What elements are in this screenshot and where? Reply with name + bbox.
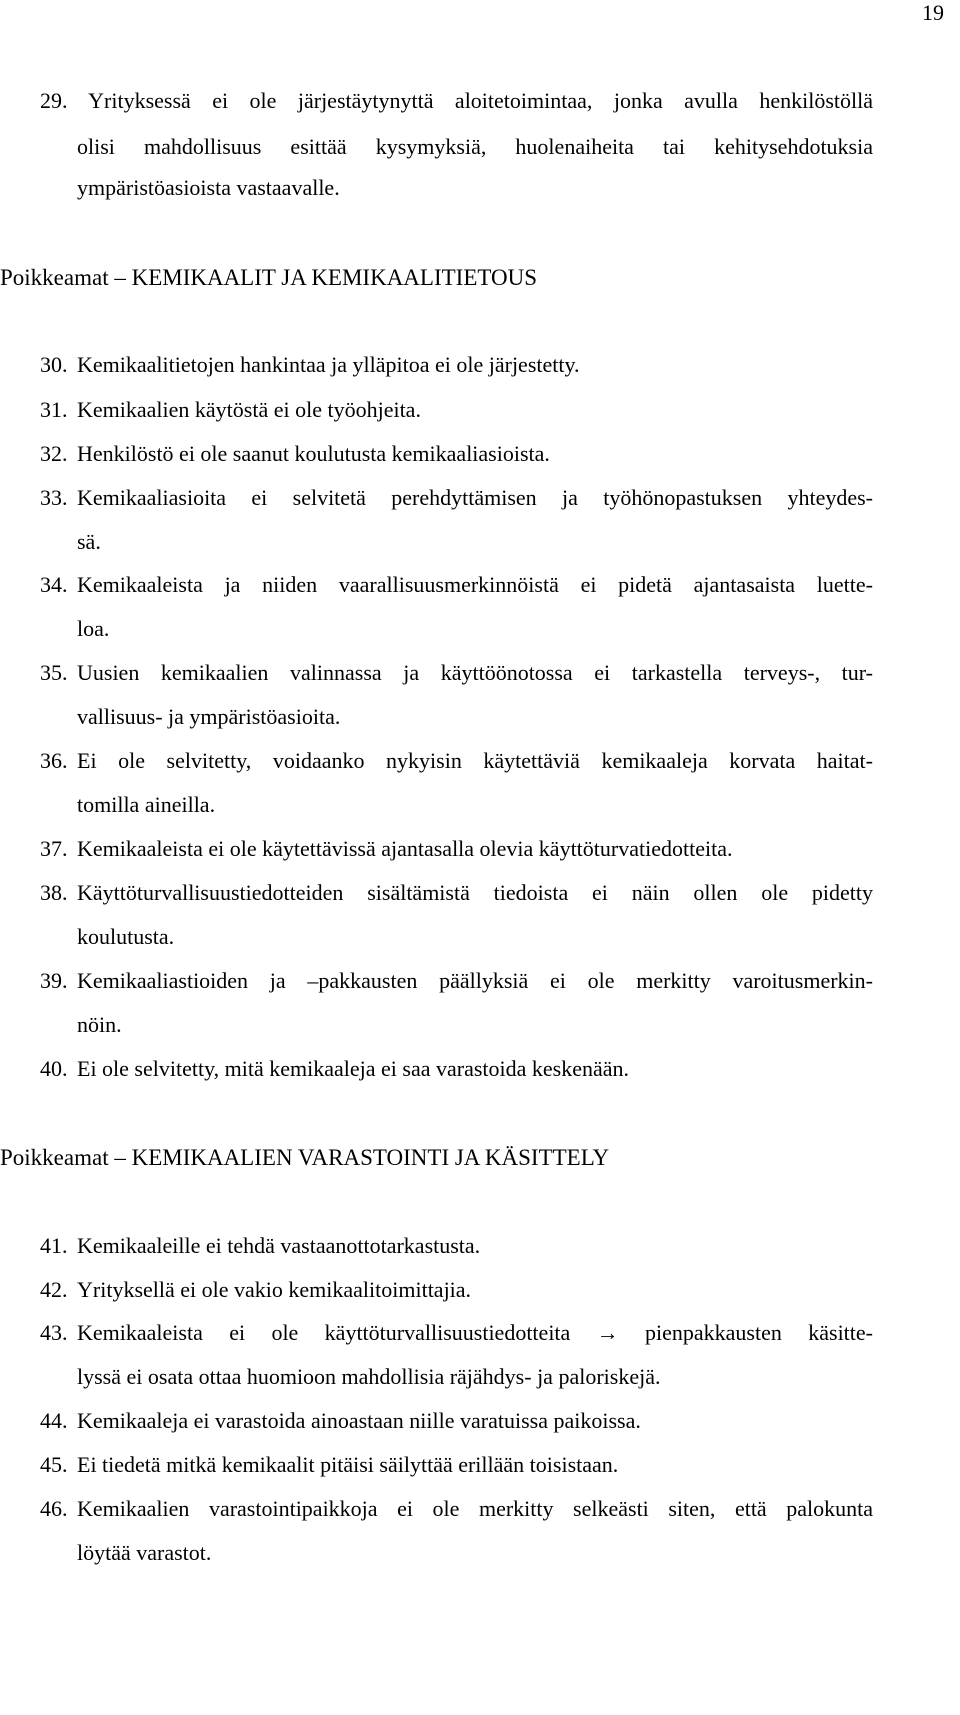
item-number: 34. [40, 572, 68, 597]
item-text: koulutusta. [77, 924, 175, 949]
item-number: 30. [40, 352, 68, 377]
item-29-line-1: 29. Yrityksessä ei ole järjestäytynyttä aloitetoimintaa, jonka avulla henkilöstöllä [40, 88, 873, 113]
item-text: Kemikaalien varastointipaikkoja ei ole merkitty selkeästi siten, että palokunta [77, 1496, 873, 1521]
item-number: 31. [40, 397, 68, 422]
item-text: Kemikaalitietojen hankintaa ja ylläpitoa ei ole järjestetty. [77, 352, 580, 377]
item-number: 37. [40, 836, 68, 861]
item-number: 39. [40, 968, 68, 993]
item-text: Ei ole selvitetty, voidaanko nykyisin käytettäviä kemikaaleja korvata haitat- [77, 748, 873, 773]
page-number: 19 [922, 0, 944, 25]
item-text: nöin. [77, 1012, 122, 1037]
item-number: 35. [40, 660, 68, 685]
item-text: Uusien kemikaalien valinnassa ja käyttöönotossa ei tarkastella terveys-, tur- [77, 660, 873, 685]
item-text: Kemikaaleista ei ole käyttöturvallisuustiedotteita → pienpakkausten käsitte- [77, 1320, 873, 1345]
item-number: 36. [40, 748, 68, 773]
item-number: 43. [40, 1320, 68, 1345]
item-29-line-3: ympäristöasioista vastaavalle. [77, 175, 340, 200]
item-text: Käyttöturvallisuustiedotteiden sisältämistä tiedoista ei näin ollen ole pidetty [77, 880, 873, 905]
section-heading-chemicals: Poikkeamat – KEMIKAALIT JA KEMIKAALITIETOUS [0, 265, 538, 290]
item-number: 46. [40, 1496, 68, 1521]
item-text: Ei tiedetä mitkä kemikaalit pitäisi säilyttää erillään toisistaan. [77, 1452, 619, 1477]
item-text: Kemikaaliasioita ei selvitetä perehdyttämisen ja työhönopastuksen yhteydes- [77, 485, 873, 510]
item-text: vallisuus- ja ympäristöasioita. [77, 704, 341, 729]
item-number: 38. [40, 880, 68, 905]
item-number: 41. [40, 1233, 68, 1258]
item-number: 42. [40, 1277, 68, 1302]
item-text: Kemikaaliastioiden ja –pakkausten päällyksiä ei ole merkitty varoitusmerkin- [77, 968, 873, 993]
item-text: lyssä ei osata ottaa huomioon mahdollisia räjähdys- ja paloriskejä. [77, 1364, 661, 1389]
item-number: 40. [40, 1056, 68, 1081]
item-text: Kemikaalien käytöstä ei ole työohjeita. [77, 397, 421, 422]
item-text: Henkilöstö ei ole saanut koulutusta kemikaaliasioista. [77, 441, 550, 466]
item-number: 32. [40, 441, 68, 466]
item-text: Kemikaaleista ja niiden vaarallisuusmerkinnöistä ei pidetä ajantasaista luette- [77, 572, 873, 597]
item-text: Yrityksellä ei ole vakio kemikaalitoimittajia. [77, 1277, 472, 1302]
item-number: 33. [40, 485, 68, 510]
item-text: Kemikaaleille ei tehdä vastaanottotarkastusta. [77, 1233, 481, 1258]
item-text: löytää varastot. [77, 1540, 212, 1565]
item-number: 45. [40, 1452, 68, 1477]
item-text: Kemikaaleja ei varastoida ainoastaan niille varatuissa paikoissa. [77, 1408, 641, 1433]
item-text: Kemikaaleista ei ole käytettävissä ajantasalla olevia käyttöturvatiedotteita. [77, 836, 733, 861]
item-number: 44. [40, 1408, 68, 1433]
section-heading-storage: Poikkeamat – KEMIKAALIEN VARASTOINTI JA KÄSITTELY [0, 1145, 610, 1170]
item-text: tomilla aineilla. [77, 792, 216, 817]
item-text: sä. [77, 529, 101, 554]
item-text: Ei ole selvitetty, mitä kemikaaleja ei saa varastoida keskenään. [77, 1056, 630, 1081]
item-text: loa. [77, 616, 110, 641]
item-29-line-2: olisi mahdollisuus esittää kysymyksiä, huolenaiheita tai kehitysehdotuksia [77, 134, 873, 159]
